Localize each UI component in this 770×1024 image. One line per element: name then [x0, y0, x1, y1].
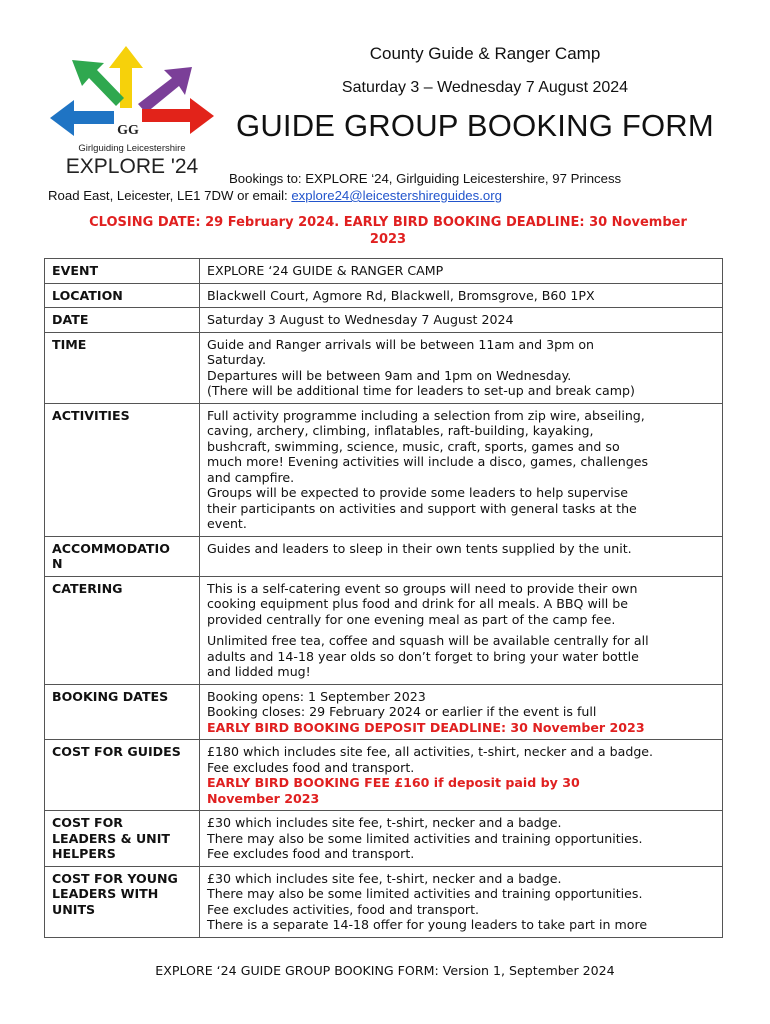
row-key: [45, 866, 200, 937]
page-title: GUIDE GROUP BOOKING FORM: [236, 108, 714, 143]
text-line: much more! Evening activities will include a disco, games, challenges: [207, 454, 649, 469]
text-line: provided centrally for one evening meal as part of the camp fee.: [207, 611, 616, 627]
row-key: TIME: [45, 332, 200, 403]
text-line: caving, archery, climbing, inflatables, raft-building, kayaking,: [207, 423, 594, 438]
key-line: ACCOMMODATIO: [52, 540, 170, 556]
table-row: [45, 283, 723, 308]
logo-org-text: Girlguiding Leicestershire: [78, 143, 186, 154]
row-value: [200, 866, 723, 937]
row-key: EVENT: [45, 259, 200, 284]
row-key: ACTIVITIES: [45, 403, 200, 536]
text-line: Unlimited free tea, coffee and squash will be available centrally for all: [207, 633, 649, 648]
row-value: [200, 576, 723, 684]
row-key: BOOKING DATES: [45, 684, 200, 740]
text-line: bushcraft, swimming, science, music, craft, sports, games and so: [207, 438, 620, 454]
row-value: [200, 332, 723, 403]
booking-line-1: Bookings to: EXPLORE ‘24, Girlguiding Leicestershire, 97 Princess: [229, 171, 622, 186]
table-row: [45, 866, 723, 937]
text-line: This is a self-catering event so groups will need to provide their own: [207, 580, 638, 596]
logo-explore-text: EXPLORE '24: [65, 155, 199, 178]
key-line: UNITS: [52, 901, 96, 917]
text-line: There may also be some limited activities and training opportunities.: [207, 830, 643, 846]
table-row: [45, 332, 723, 403]
booking-address: [48, 170, 728, 204]
row-key: LOCATION: [45, 283, 200, 308]
page-footer: EXPLORE ‘24 GUIDE GROUP BOOKING FORM: Version 1, September 2024: [155, 963, 615, 978]
row-key: CATERING: [45, 576, 200, 684]
key-line: COST FOR YOUNG: [52, 870, 178, 886]
table-row: [45, 259, 723, 284]
early-bird-fee: EARLY BIRD BOOKING FEE £160 if deposit paid by 30: [207, 775, 580, 790]
table-row: [45, 684, 723, 740]
text-line: cooking equipment plus food and drink for all meals. A BBQ will be: [207, 596, 628, 611]
catering-paragraph-2: [207, 633, 716, 680]
text-line: Departures will be between 9am and 1pm on Wednesday.: [207, 367, 572, 383]
table-row: [45, 536, 723, 576]
row-value: [200, 403, 723, 536]
text-line: £180 which includes site fee, all activities, t-shirt, necker and a badge.: [207, 744, 654, 759]
camp-name: County Guide & Ranger Camp: [369, 44, 601, 63]
table-row: [45, 308, 723, 333]
row-value: Saturday 3 August to Wednesday 7 August 2024: [200, 308, 723, 333]
text-line: Full activity programme including a selection from zip wire, abseiling,: [207, 407, 645, 423]
table-row: [45, 403, 723, 536]
closing-date-notice: [48, 214, 728, 248]
text-line: adults and 14-18 year olds so don’t forget to bring your water bottle: [207, 648, 639, 664]
text-line: Booking closes: 29 February 2024 or earlier if the event is full: [207, 704, 597, 719]
key-line: COST FOR: [52, 815, 123, 830]
text-line: Groups will be expected to provide some leaders to help supervise: [207, 485, 629, 500]
text-line: and campfire.: [207, 469, 295, 485]
text-line: Fee excludes activities, food and transport.: [207, 901, 480, 917]
row-key: COST FOR GUIDES: [45, 740, 200, 811]
row-value: [200, 684, 723, 740]
row-key: [45, 536, 200, 576]
early-bird-fee: November 2023: [207, 790, 320, 806]
text-line: £30 which includes site fee, t-shirt, necker and a badge.: [207, 815, 562, 830]
key-line: LEADERS WITH: [52, 886, 159, 901]
closing-line-2: 2023: [369, 232, 407, 247]
row-value: EXPLORE ‘24 GUIDE & RANGER CAMP: [200, 259, 723, 284]
row-value: Guides and leaders to sleep in their own tents supplied by the unit.: [200, 536, 723, 576]
text-line: Fee excludes food and transport.: [207, 759, 415, 775]
booking-line-2: Road East, Leicester, LE1 7DW or email:: [48, 188, 292, 203]
text-line: and lidded mug!: [207, 664, 311, 679]
text-line: £30 which includes site fee, t-shirt, necker and a badge.: [207, 870, 562, 886]
event-details-table: [44, 258, 723, 938]
logo-monogram: GG: [117, 123, 139, 138]
text-line: Fee excludes food and transport.: [207, 846, 415, 861]
table-row: [45, 811, 723, 867]
blue-arrow-icon: [50, 100, 114, 136]
text-line: There may also be some limited activities and training opportunities.: [207, 886, 643, 901]
table-row: [45, 576, 723, 684]
text-line: their participants on activities and support with general tasks at the: [207, 500, 637, 516]
early-bird-deadline: EARLY BIRD BOOKING DEPOSIT DEADLINE: 30 November 2023: [207, 719, 645, 735]
row-value: [200, 811, 723, 867]
camp-dates: Saturday 3 – Wednesday 7 August 2024: [341, 79, 629, 96]
text-line: Guide and Ranger arrivals will be between 11am and 3pm on: [207, 336, 595, 352]
key-line: HELPERS: [52, 846, 116, 861]
text-line: Booking opens: 1 September 2023: [207, 688, 426, 704]
text-line: Saturday.: [207, 352, 266, 367]
booking-email-link[interactable]: explore24@leicestershireguides.org: [291, 188, 502, 203]
row-value: Blackwell Court, Agmore Rd, Blackwell, Bromsgrove, B60 1PX: [200, 283, 723, 308]
text-line: event.: [207, 516, 247, 531]
key-line: LEADERS & UNIT: [52, 830, 170, 846]
table-row: [45, 740, 723, 811]
row-value: [200, 740, 723, 811]
row-key: [45, 811, 200, 867]
key-line: N: [52, 556, 63, 571]
row-key: DATE: [45, 308, 200, 333]
closing-line-1: CLOSING DATE: 29 February 2024. EARLY BIRD BOOKING DEADLINE: 30 November: [89, 215, 687, 230]
text-line: There is a separate 14-18 offer for young leaders to take part in more: [207, 917, 648, 932]
text-line: (There will be additional time for leaders to set-up and break camp): [207, 383, 635, 398]
